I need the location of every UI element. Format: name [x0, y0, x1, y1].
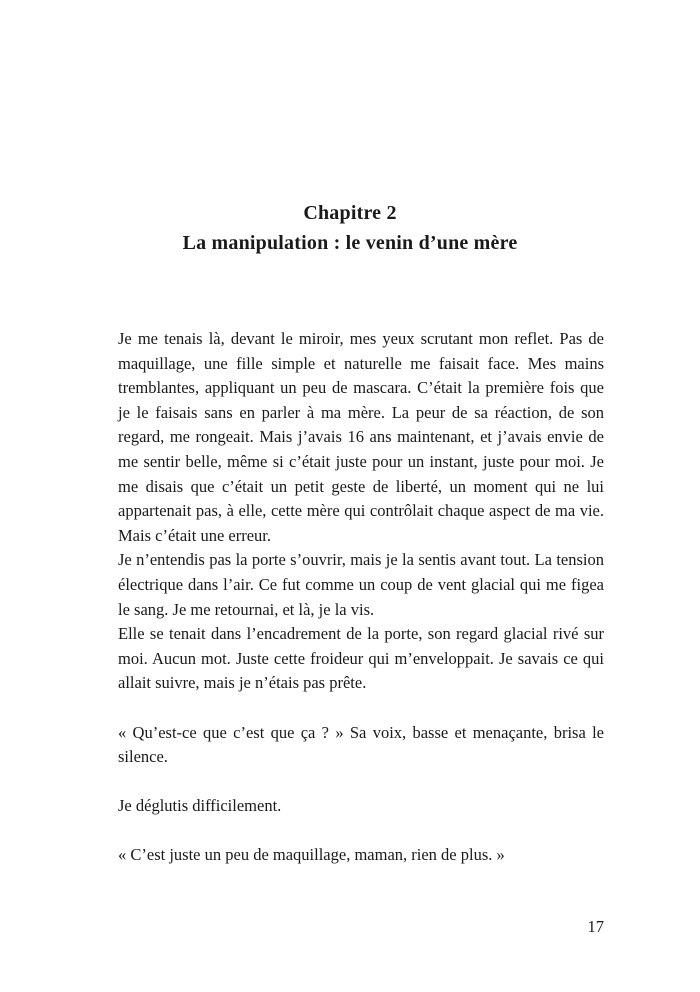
paragraph-3: Elle se tenait dans l’encadrement de la porte, son regard glacial rivé sur moi. Aucun mot. Juste cette froideur qui m’enveloppait. Je savais ce qui allait suivre, mais je n’étais pas prête.	[118, 624, 604, 693]
body-text	[118, 327, 604, 868]
page-number: 17	[587, 917, 604, 936]
paragraph-6: « C’est juste un peu de maquillage, maman, rien de plus. »	[118, 845, 505, 865]
paragraph-5: Je déglutis difficilement.	[118, 796, 282, 816]
chapter-heading	[0, 198, 700, 258]
chapter-number: Chapitre 2	[303, 202, 397, 224]
paragraph-4: « Qu’est-ce que c’est que ça ? » Sa voix, basse et menaçante, brisa le silence.	[118, 722, 604, 767]
paragraph-2: Je n’entendis pas la porte s’ouvrir, mais je la sentis avant tout. La tension électrique dans l’air. Ce fut comme un coup de vent glacial qui me figea le sang. Je me retournai, et là, je la vis.	[118, 550, 604, 619]
chapter-title: La manipulation : le venin d’une mère	[182, 232, 518, 254]
paragraph-1: Je me tenais là, devant le miroir, mes yeux scrutant mon reflet. Pas de maquillage, une fille simple et naturelle me faisait face. Mes mains tremblantes, appliquant un peu de mascara. C’était la première fois que je le faisais sans en parler à ma mère. La peur de sa réaction, de son regard, me rongeait. Mais j’avais 16 ans maintenant, et j’avais envie de me sentir belle, même si c’était juste pour un instant, juste pour moi. Je me disais que c’était un petit geste de liberté, un moment qui ne lui appartenait pas, à elle, cette mère qui contrôlait chaque aspect de ma vie. Mais c’était une erreur.	[118, 329, 604, 545]
